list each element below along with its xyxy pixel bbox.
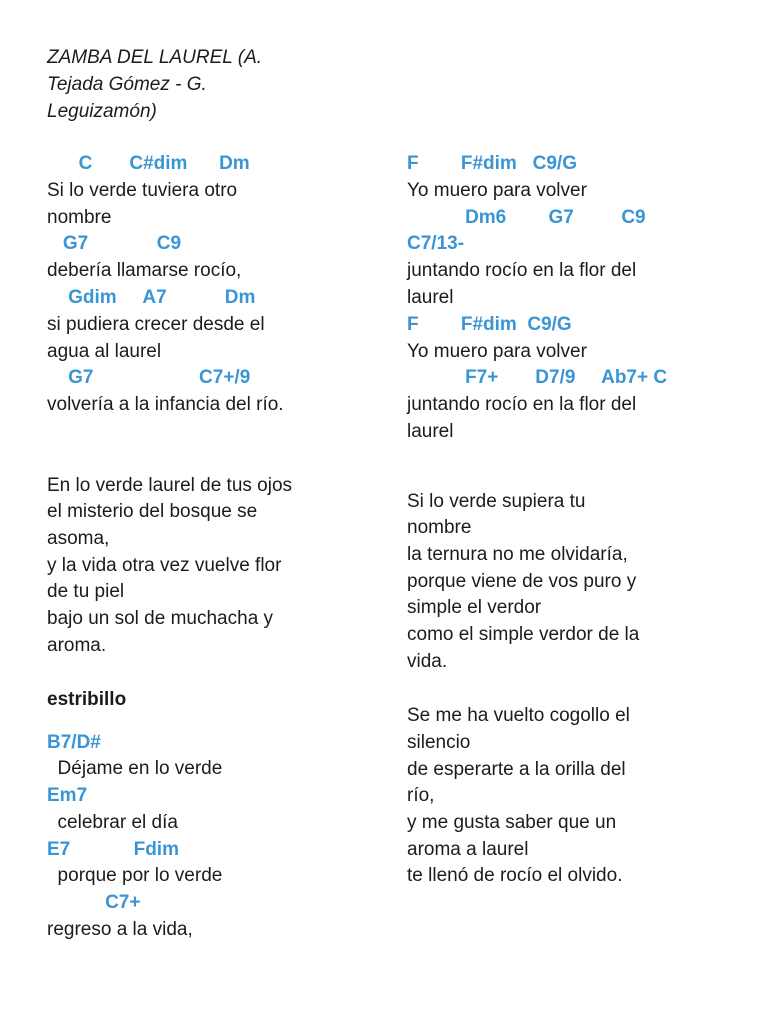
lyric-line: el misterio del bosque se — [47, 501, 258, 522]
lyric-line: vida. — [407, 651, 448, 672]
chord-line: Dm6 G7 C9 — [407, 207, 646, 228]
lyric-line: te llenó de rocío el olvido. — [407, 865, 623, 886]
lyric-line: si pudiera crecer desde el — [47, 314, 265, 335]
lyric-line: Si lo verde tuviera otro — [47, 180, 238, 201]
chord-line: B7/D# — [47, 732, 101, 753]
lyric-line: de tu piel — [47, 581, 125, 602]
chord-line: F F#dim C9/G — [407, 153, 577, 174]
lyric-line: laurel — [407, 287, 454, 308]
lyric-line: juntando rocío en la flor del — [407, 394, 637, 415]
lyric-line: asoma, — [47, 528, 110, 549]
lyric-line: volvería a la infancia del río. — [47, 394, 284, 415]
lyric-line: la ternura no me olvidaría, — [407, 544, 628, 565]
lyric-line: y la vida otra vez vuelve flor — [47, 555, 282, 576]
chord-line: E7 Fdim — [47, 839, 179, 860]
chord-line: C7/13- — [407, 233, 465, 254]
lyric-line: porque viene de vos puro y — [407, 571, 637, 592]
chord-line: F7+ D7/9 Ab7+ C — [407, 367, 668, 388]
lyric-line: silencio — [407, 732, 471, 753]
song-title-line-3: Leguizamón) — [47, 101, 157, 122]
lyric-line: río, — [407, 785, 435, 806]
chord-line: Em7 — [47, 785, 88, 806]
lyric-line: Se me ha vuelto cogollo el — [407, 705, 630, 726]
chord-line: C7+ — [47, 892, 141, 913]
lyric-line: laurel — [407, 421, 454, 442]
lyric-line: Yo muero para volver — [407, 341, 587, 362]
lyric-line: aroma. — [47, 635, 107, 656]
lyric-line: regreso a la vida, — [47, 919, 193, 940]
lyric-line: porque por lo verde — [47, 865, 223, 886]
chord-line: G7 C9 — [47, 233, 182, 254]
chord-line: Gdim A7 Dm — [47, 287, 256, 308]
lyric-line: En lo verde laurel de tus ojos — [47, 475, 293, 496]
chord-line: G7 C7+/9 — [47, 367, 251, 388]
lyric-line: simple el verdor — [407, 597, 542, 618]
chord-line: C C#dim Dm — [47, 153, 250, 174]
lyric-line: agua al laurel — [47, 341, 162, 362]
lyric-line: Déjame en lo verde — [47, 758, 223, 779]
song-title-line-1: ZAMBA DEL LAUREL (A. — [47, 47, 263, 68]
lyric-line: nombre — [47, 207, 112, 228]
chord-line: F F#dim C9/G — [407, 314, 572, 335]
lyric-line: y me gusta saber que un — [407, 812, 617, 833]
lyric-line: Yo muero para volver — [407, 180, 587, 201]
lyric-line: como el simple verdor de la — [407, 624, 640, 645]
lyric-line: bajo un sol de muchacha y — [47, 608, 274, 629]
section-heading: estribillo — [47, 689, 127, 710]
lyric-line: de esperarte a la orilla del — [407, 759, 626, 780]
song-title-line-2: Tejada Gómez - G. — [47, 74, 207, 95]
lyric-line: aroma a laurel — [407, 839, 529, 860]
lyric-line: debería llamarse rocío, — [47, 260, 242, 281]
lyric-line: celebrar el día — [47, 812, 178, 833]
lyric-line: Si lo verde supiera tu — [407, 491, 586, 512]
lyric-line: nombre — [407, 517, 472, 538]
lyric-line: juntando rocío en la flor del — [407, 260, 637, 281]
